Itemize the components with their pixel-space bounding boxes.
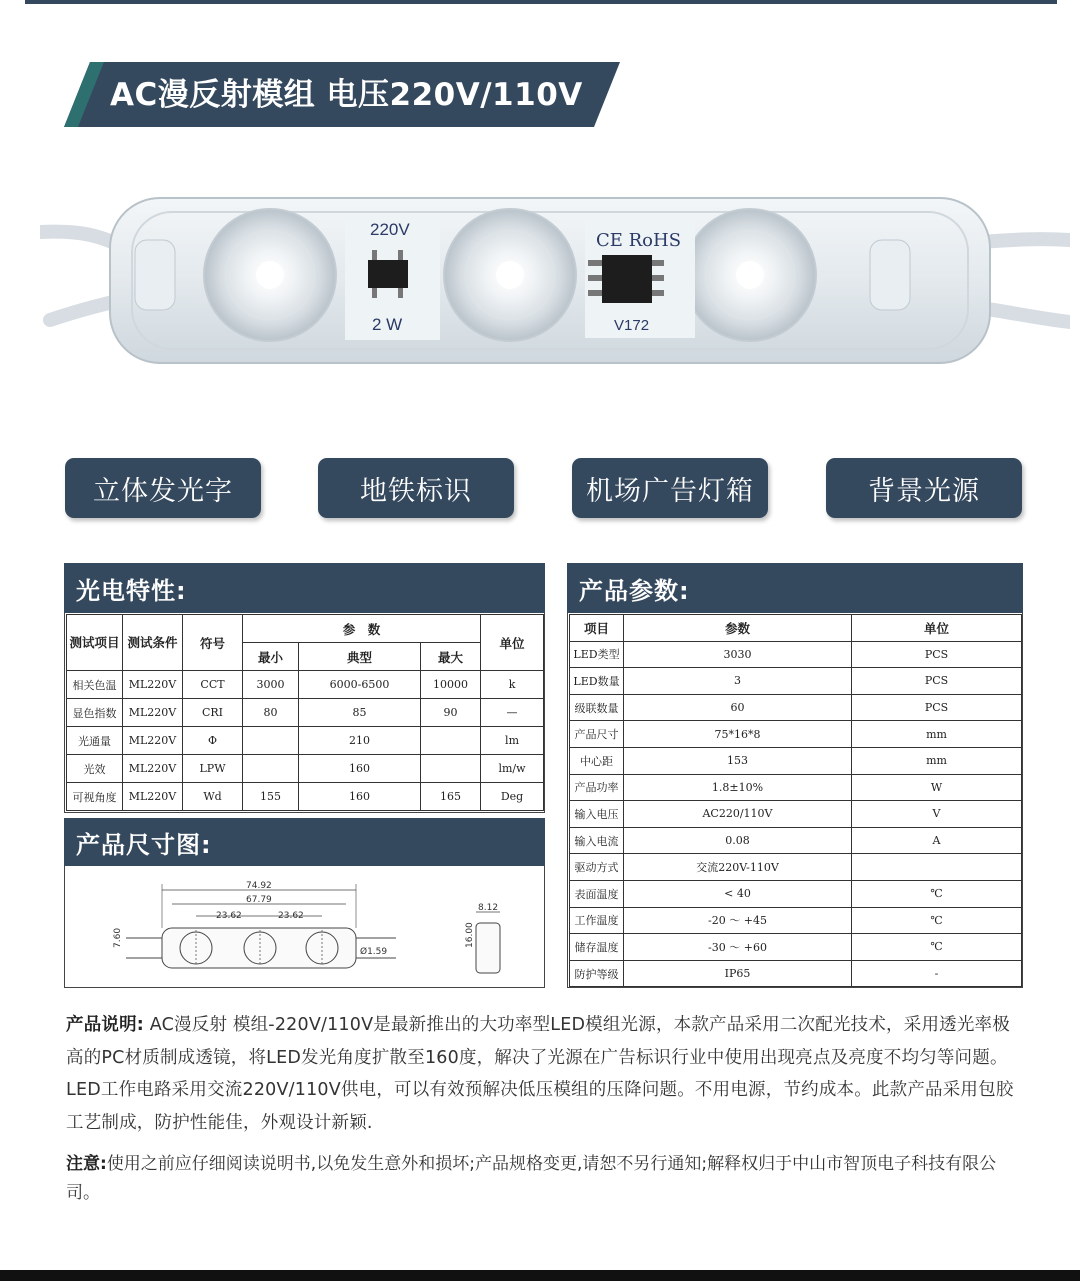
dim-hole: Ø1.59 xyxy=(360,947,388,957)
cell: 产品尺寸 xyxy=(570,721,624,748)
top-divider xyxy=(25,0,1057,4)
cell: lm/w xyxy=(481,755,544,783)
cell: PCS xyxy=(852,641,1022,668)
cell: — xyxy=(481,699,544,727)
cell: 产品功率 xyxy=(570,774,624,801)
cell: 153 xyxy=(624,747,852,774)
table-row xyxy=(570,934,1022,961)
chip-right xyxy=(602,255,652,303)
cell: 3000 xyxy=(243,671,299,699)
cell: 相关色温 xyxy=(67,671,123,699)
cell: 中心距 xyxy=(570,747,624,774)
cell: ML220V xyxy=(123,727,183,755)
table-row xyxy=(570,747,1022,774)
table-row xyxy=(570,854,1022,881)
cell: 表面温度 xyxy=(570,880,624,907)
cell: AC220/110V xyxy=(624,801,852,828)
cell: 光效 xyxy=(67,755,123,783)
cell: 160 xyxy=(299,755,421,783)
cell: mm xyxy=(852,747,1022,774)
cell: PCS xyxy=(852,668,1022,695)
chip-right-label-top: CE RoHS xyxy=(596,230,682,251)
table-row xyxy=(67,727,544,755)
cell: 显色指数 xyxy=(67,699,123,727)
cell xyxy=(421,727,481,755)
cell: ℃ xyxy=(852,907,1022,934)
cell: ℃ xyxy=(852,934,1022,961)
col-test-item: 测试项目 xyxy=(67,615,123,671)
table-row xyxy=(67,671,544,699)
cell: 防护等级 xyxy=(570,960,624,987)
dim-side-height: 16.00 xyxy=(465,922,475,948)
cell: 1.8±10% xyxy=(624,774,852,801)
cell: Wd xyxy=(183,783,243,811)
optical-table xyxy=(66,614,544,811)
cell: 输入电压 xyxy=(570,801,624,828)
cell: V xyxy=(852,801,1022,828)
cell: 光通量 xyxy=(67,727,123,755)
cell: 级联数量 xyxy=(570,694,624,721)
description-label: 产品说明: xyxy=(66,1015,144,1035)
cell xyxy=(243,727,299,755)
dim-overall: 74.92 xyxy=(246,881,272,891)
application-3d-letters: 立体发光字 xyxy=(65,458,261,518)
cell: IP65 xyxy=(624,960,852,987)
dim-pitch-left: 23.62 xyxy=(216,911,242,921)
cell: 0.08 xyxy=(624,827,852,854)
col-min: 最小 xyxy=(243,643,299,671)
cell: 165 xyxy=(421,783,481,811)
cell: 6000-6500 xyxy=(299,671,421,699)
cell: 可视角度 xyxy=(67,783,123,811)
chip-left xyxy=(368,260,408,288)
cell: -20 ～ +45 xyxy=(624,907,852,934)
cell: LED类型 xyxy=(570,641,624,668)
cell: ML220V xyxy=(123,755,183,783)
table-row xyxy=(570,827,1022,854)
table-row xyxy=(570,907,1022,934)
dim-height: 7.60 xyxy=(113,927,123,948)
col-parameter: 参数 xyxy=(624,615,852,642)
cell: 3030 xyxy=(624,641,852,668)
optical-title: 光电特性: xyxy=(64,563,545,613)
dim-inner: 67.79 xyxy=(246,895,272,905)
col-symbol: 符号 xyxy=(183,615,243,671)
chip-left-label-top: 220V xyxy=(370,220,410,239)
table-row xyxy=(570,960,1022,987)
cell: 160 xyxy=(299,783,421,811)
col-item: 项目 xyxy=(570,615,624,642)
page-title: AC漫反射模组 电压220V/110V xyxy=(110,77,583,113)
table-row xyxy=(570,668,1022,695)
cell: LED数量 xyxy=(570,668,624,695)
col-unit: 单位 xyxy=(852,615,1022,642)
cell: 输入电流 xyxy=(570,827,624,854)
table-row xyxy=(67,783,544,811)
cell: 210 xyxy=(299,727,421,755)
table-row xyxy=(570,880,1022,907)
params-header-row xyxy=(570,615,1022,642)
chip-right-label-bottom: V172 xyxy=(614,317,650,334)
cell: 80 xyxy=(243,699,299,727)
optical-header-row xyxy=(67,615,544,643)
product-photo xyxy=(40,180,1070,380)
cell: ℃ xyxy=(852,880,1022,907)
lens-left xyxy=(204,209,336,341)
cell: 交流220V-110V xyxy=(624,854,852,881)
cell: A xyxy=(852,827,1022,854)
col-max: 最大 xyxy=(421,643,481,671)
dim-pitch-right: 23.62 xyxy=(278,911,304,921)
cell: 155 xyxy=(243,783,299,811)
application-subway-signage: 地铁标识 xyxy=(318,458,514,518)
cell: 10000 xyxy=(421,671,481,699)
table-row xyxy=(570,801,1022,828)
table-row xyxy=(570,774,1022,801)
cell: 驱动方式 xyxy=(570,854,624,881)
cell: -30 ～ +60 xyxy=(624,934,852,961)
chip-left-label-bottom: 2 W xyxy=(372,315,403,334)
table-row xyxy=(570,641,1022,668)
dim-side-width: 8.12 xyxy=(478,903,499,913)
note-text: 使用之前应仔细阅读说明书,以免发生意外和损坏;产品规格变更,请恕不另行通知;解释权归于中山市智顶电子科技有限公司。 xyxy=(66,1154,997,1203)
application-background-light: 背景光源 xyxy=(826,458,1022,518)
table-row xyxy=(67,699,544,727)
product-description xyxy=(66,1009,1026,1139)
cell: lm xyxy=(481,727,544,755)
cell: CCT xyxy=(183,671,243,699)
cell: 储存温度 xyxy=(570,934,624,961)
cell: 90 xyxy=(421,699,481,727)
dimension-title: 产品尺寸图: xyxy=(64,818,545,866)
cell: Φ xyxy=(183,727,243,755)
cell: LPW xyxy=(183,755,243,783)
cell: k xyxy=(481,671,544,699)
params-title: 产品参数: xyxy=(567,563,1023,613)
col-typical: 典型 xyxy=(299,643,421,671)
col-test-condition: 测试条件 xyxy=(123,615,183,671)
cell: Deg xyxy=(481,783,544,811)
table-row xyxy=(570,694,1022,721)
usage-note xyxy=(66,1150,1026,1208)
cell xyxy=(852,854,1022,881)
application-airport-lightbox: 机场广告灯箱 xyxy=(572,458,768,518)
cell: CRI xyxy=(183,699,243,727)
cell xyxy=(421,755,481,783)
cell: PCS xyxy=(852,694,1022,721)
cell xyxy=(243,755,299,783)
cell: ML220V xyxy=(123,783,183,811)
bottom-bar xyxy=(0,1270,1080,1281)
description-text: AC漫反射 模组-220V/110V是最新推出的大功率型LED模组光源，本款产品采用二次配光技术，采用透光率极高的PC材质制成透镜，将LED发光角度扩散至160度，解决了光源在广告标识行业中使用出现亮点及亮度不均匀等问题。LED工作电路采用交流220V/110V供电，可以有效预解决低压模组的压降问题。不用电源，节约成本。此款产品采用包胶工艺制成，防护性能佳，外观设计新颖. xyxy=(66,1015,1014,1133)
col-unit: 单位 xyxy=(481,615,544,671)
cell: W xyxy=(852,774,1022,801)
cell: - xyxy=(852,960,1022,987)
table-row xyxy=(67,755,544,783)
cell: 60 xyxy=(624,694,852,721)
cell: ML220V xyxy=(123,699,183,727)
cell: 85 xyxy=(299,699,421,727)
cell: < 40 xyxy=(624,880,852,907)
lens-center xyxy=(444,209,576,341)
cell: 工作温度 xyxy=(570,907,624,934)
lens-right xyxy=(684,209,816,341)
col-parameters: 参 数 xyxy=(243,615,481,643)
params-table xyxy=(569,614,1022,987)
cell: mm xyxy=(852,721,1022,748)
cell: 3 xyxy=(624,668,852,695)
cell: 75*16*8 xyxy=(624,721,852,748)
table-row xyxy=(570,721,1022,748)
note-label: 注意: xyxy=(66,1154,107,1174)
cell: ML220V xyxy=(123,671,183,699)
dimension-drawing xyxy=(66,868,543,986)
